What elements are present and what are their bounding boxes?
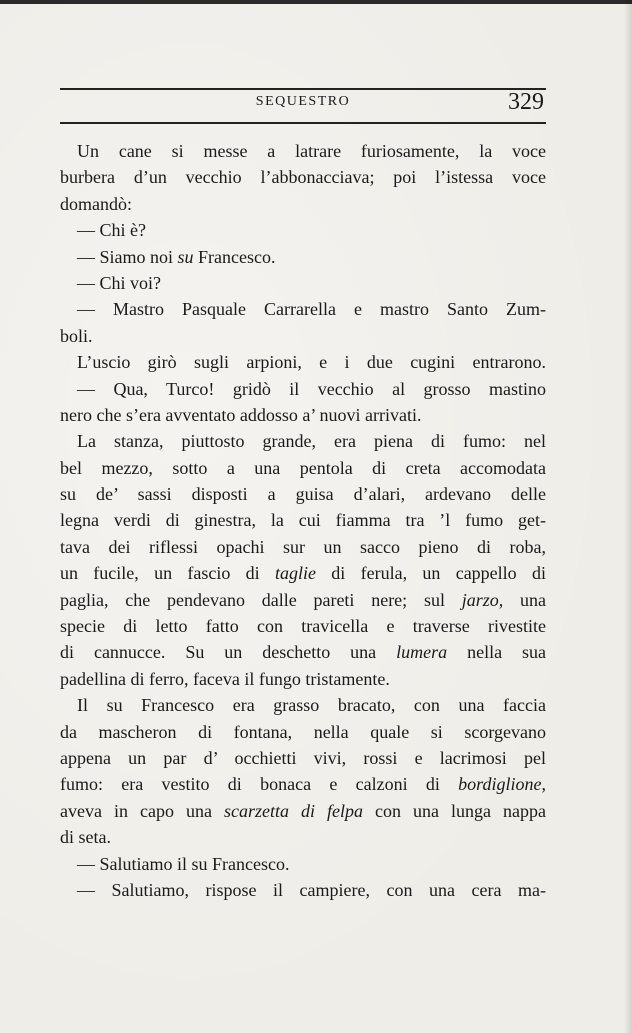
running-title: SEQUESTRO bbox=[255, 94, 351, 109]
text-line: padellina di ferro, faceva il fungo tristamente. bbox=[60, 668, 390, 689]
text-line: burbera d’un vecchio l’abbonacciava; poi l’istessa voce bbox=[60, 167, 546, 188]
text-line: — Salutiamo il su Francesco. bbox=[77, 853, 290, 874]
text-line: da mascheron di fontana, nella quale si scorgevano bbox=[60, 721, 546, 742]
page-header bbox=[60, 89, 546, 120]
text-line: L’uscio girò sugli arpioni, e i due cugini entrarono. bbox=[77, 352, 546, 373]
scan-right-edge bbox=[624, 0, 632, 1033]
text-line: appena un par d’ occhietti vivi, rossi e lacrimosi pel bbox=[60, 747, 546, 768]
text-line: di cannucce. Su un deschetto una lumera nella sua bbox=[60, 642, 546, 663]
italic-text: su bbox=[177, 246, 194, 267]
text-line: fumo: era vestito di bonaca e calzoni di bordiglione, bbox=[60, 774, 546, 795]
text-line: un fucile, un fascio di taglie di ferula, un cappello di bbox=[60, 563, 546, 584]
header-rule-top bbox=[60, 88, 546, 90]
text-line: aveva in capo una scarzetta di felpa con una lunga nappa bbox=[60, 800, 546, 821]
text-line: — Siamo noi su Francesco. bbox=[77, 246, 276, 267]
text-line: La stanza, piuttosto grande, era piena di fumo: nel bbox=[77, 431, 546, 452]
text-line: — Mastro Pasquale Carrarella e mastro Santo Zum- bbox=[77, 299, 546, 320]
text-line: — Salutiamo, rispose il campiere, con una cera ma- bbox=[77, 879, 546, 900]
text-line: Un cane si messe a latrare furiosamente, la voce bbox=[77, 141, 546, 161]
text-line: specie di letto fatto con travicella e traverse rivestite bbox=[60, 616, 546, 637]
text-line: — Chi è? bbox=[77, 220, 146, 241]
text-line: domandò: bbox=[60, 193, 132, 214]
italic-text: jarzo, bbox=[461, 589, 504, 610]
text-line: — Chi voi? bbox=[77, 272, 161, 293]
header-rule-bottom bbox=[60, 122, 546, 124]
italic-text: lumera bbox=[396, 642, 448, 663]
text-line: paglia, che pendevano dalle pareti nere; sul jarzo, una bbox=[60, 589, 546, 610]
text-line: bel mezzo, sotto a una pentola di creta accomodata bbox=[60, 457, 546, 478]
italic-text: scarzetta di felpa bbox=[223, 800, 363, 821]
scan-top-edge bbox=[0, 0, 632, 4]
text-line: nero che s’era avventato addosso a’ nuovi arrivati. bbox=[60, 404, 422, 425]
text-line: — Qua, Turco! gridò il vecchio al grosso mastino bbox=[77, 378, 546, 399]
body-text bbox=[60, 138, 546, 903]
text-line: di seta. bbox=[60, 827, 111, 848]
italic-text: taglie bbox=[275, 563, 316, 584]
text-line: legna verdi di ginestra, la cui fiamma tra ’l fumo get- bbox=[60, 510, 546, 531]
text-line: tava dei riflessi opachi sur un sacco pieno di roba, bbox=[60, 536, 546, 557]
text-line: su de’ sassi disposti a guisa d’alari, ardevano delle bbox=[60, 484, 546, 505]
italic-text: bordiglione bbox=[458, 774, 542, 795]
page-number: 329 bbox=[508, 89, 544, 115]
text-line: boli. bbox=[60, 325, 93, 346]
text-line: Il su Francesco era grasso bracato, con una faccia bbox=[77, 695, 546, 716]
